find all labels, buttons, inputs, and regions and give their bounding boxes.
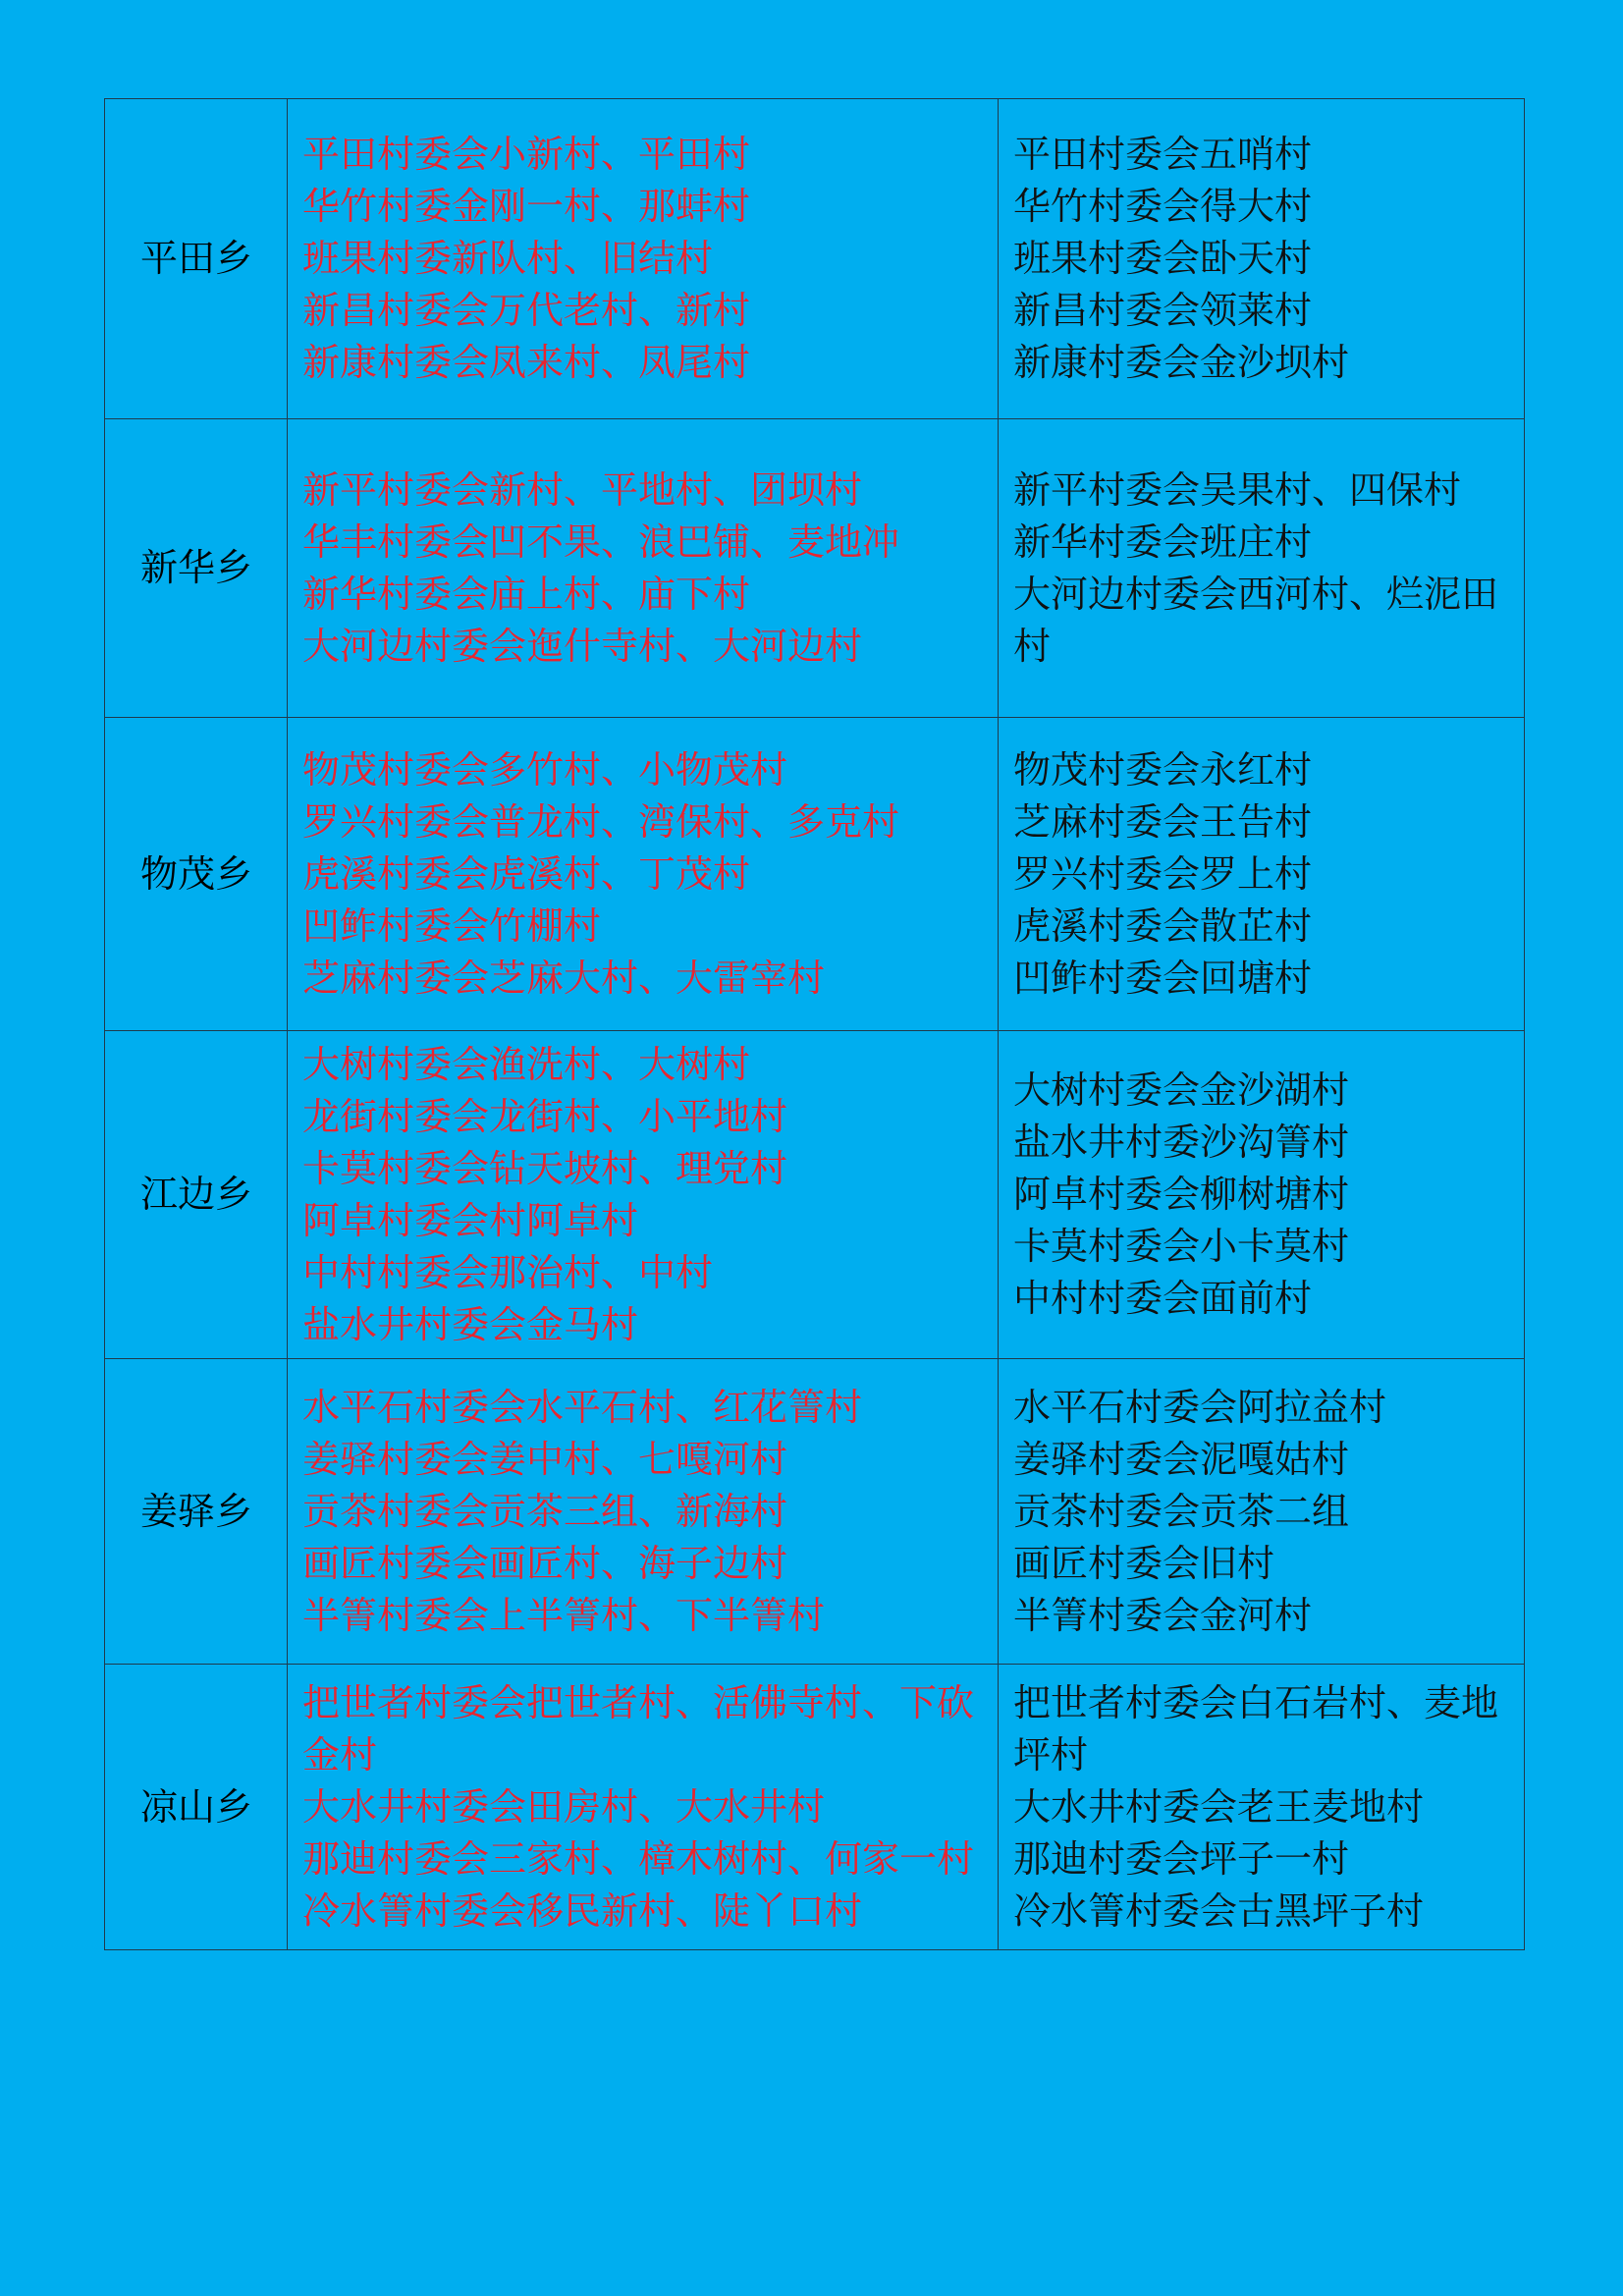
red-villages-cell <box>288 1031 999 1359</box>
red-village-line: 大水井村委会田房村、大水井村 <box>302 1784 826 1829</box>
red-village-line: 那迪村委会三家村、樟木树村、何家一村 <box>302 1836 975 1881</box>
table-row <box>105 1359 1525 1665</box>
red-village-line: 冷水箐村委会移民新村、陡丫口村 <box>302 1888 863 1933</box>
red-village-line: 半箐村委会上半箐村、下半箐村 <box>302 1593 826 1637</box>
town-name: 江边乡 <box>140 1173 253 1216</box>
black-village-line: 盐水井村委沙沟箐村 <box>1013 1121 1350 1164</box>
black-village-line: 新平村委会吴果村、四保村 <box>1013 467 1462 512</box>
black-villages-cell <box>999 419 1525 718</box>
table-row <box>105 1031 1525 1359</box>
red-village-line: 新华村委会庙上村、庙下村 <box>302 572 751 616</box>
black-village-line: 班果村委会卧天村 <box>1013 237 1313 280</box>
red-village-line: 盐水井村委会金马村 <box>302 1302 639 1346</box>
black-village-line: 水平石村委会阿拉益村 <box>1013 1385 1387 1429</box>
red-village-line: 新康村委会凤来村、凤尾村 <box>302 341 751 384</box>
black-village-line: 中村村委会面前村 <box>1013 1277 1313 1320</box>
red-village-line: 平田村委会小新村、平田村 <box>302 133 751 176</box>
table-body <box>105 99 1525 1950</box>
black-village-line: 平田村委会五哨村 <box>1013 133 1313 176</box>
red-village-line: 新平村委会新村、平地村、团坝村 <box>302 467 863 512</box>
black-village-line: 物茂村委会永红村 <box>1013 747 1313 792</box>
black-village-line: 虎溪村委会散芷村 <box>1013 903 1313 948</box>
black-village-line: 新康村委会金沙坝村 <box>1013 341 1350 384</box>
black-village-line: 凹鲊村委会回塘村 <box>1013 956 1313 1000</box>
red-village-line: 贡茶村委会贡茶三组、新海村 <box>302 1489 788 1533</box>
red-village-line: 把世者村委会把世者村、活佛寺村、下砍金村 <box>302 1680 975 1777</box>
town-name: 姜驿乡 <box>140 1489 253 1533</box>
table-row <box>105 718 1525 1031</box>
table-row <box>105 419 1525 718</box>
red-village-line: 虎溪村委会虎溪村、丁茂村 <box>302 851 751 896</box>
red-village-line: 画匠村委会画匠村、海子边村 <box>302 1541 788 1585</box>
table-row <box>105 99 1525 419</box>
black-village-line: 半箐村委会金河村 <box>1013 1593 1313 1637</box>
town-name: 凉山乡 <box>140 1784 253 1829</box>
black-villages-cell <box>999 718 1525 1031</box>
black-village-line: 把世者村委会白石岩村、麦地坪村 <box>1013 1680 1499 1777</box>
red-village-line: 姜驿村委会姜中村、七嘎河村 <box>302 1437 788 1481</box>
red-village-line: 大树村委会渔洗村、大树村 <box>302 1042 751 1086</box>
black-village-line: 华竹村委会得大村 <box>1013 185 1313 228</box>
red-village-line: 芝麻村委会芝麻大村、大雷宰村 <box>302 956 826 1000</box>
red-villages-cell <box>288 718 999 1031</box>
town-name-cell <box>105 419 288 718</box>
red-village-line: 中村村委会那治村、中村 <box>302 1250 714 1294</box>
town-name-cell <box>105 1031 288 1359</box>
black-villages-cell <box>999 99 1525 419</box>
red-village-line: 大河边村委会迤什寺村、大河边村 <box>302 624 863 668</box>
town-name-cell <box>105 1359 288 1665</box>
red-villages-cell <box>288 419 999 718</box>
black-village-line: 冷水箐村委会古黑坪子村 <box>1013 1888 1425 1933</box>
black-village-line: 贡茶村委会贡茶二组 <box>1013 1489 1350 1533</box>
red-village-line: 卡莫村委会钻天坡村、理党村 <box>302 1146 788 1190</box>
black-village-line: 大水井村委会老王麦地村 <box>1013 1784 1425 1829</box>
red-villages-cell <box>288 1665 999 1950</box>
red-villages-cell <box>288 99 999 419</box>
red-village-line: 水平石村委会水平石村、红花箐村 <box>302 1385 863 1429</box>
town-name: 物茂乡 <box>140 851 253 896</box>
red-village-line: 班果村委新队村、旧结村 <box>302 237 714 280</box>
red-village-line: 物茂村委会多竹村、小物茂村 <box>302 747 788 792</box>
black-villages-cell <box>999 1031 1525 1359</box>
black-village-line: 画匠村委会旧村 <box>1013 1541 1275 1585</box>
black-villages-cell <box>999 1359 1525 1665</box>
black-village-line: 罗兴村委会罗上村 <box>1013 851 1313 896</box>
black-village-line: 大树村委会金沙湖村 <box>1013 1068 1350 1112</box>
black-village-line: 芝麻村委会王告村 <box>1013 799 1313 844</box>
town-name-cell <box>105 1665 288 1950</box>
black-village-line: 姜驿村委会泥嘎姑村 <box>1013 1437 1350 1481</box>
black-village-line: 卡莫村委会小卡莫村 <box>1013 1225 1350 1268</box>
town-name-cell <box>105 718 288 1031</box>
town-name-cell <box>105 99 288 419</box>
village-table <box>104 98 1525 1950</box>
black-villages-cell <box>999 1665 1525 1950</box>
red-village-line: 龙街村委会龙街村、小平地村 <box>302 1094 788 1138</box>
black-village-line: 大河边村委会西河村、烂泥田村 <box>1013 572 1499 668</box>
town-name: 新华乡 <box>140 546 253 589</box>
black-village-line: 那迪村委会坪子一村 <box>1013 1836 1350 1881</box>
town-name: 平田乡 <box>140 237 253 280</box>
black-village-line: 新华村委会班庄村 <box>1013 519 1313 564</box>
red-villages-cell <box>288 1359 999 1665</box>
black-village-line: 阿卓村委会柳树塘村 <box>1013 1173 1350 1216</box>
red-village-line: 凹鲊村委会竹棚村 <box>302 903 602 948</box>
red-village-line: 阿卓村委会村阿卓村 <box>302 1198 639 1242</box>
red-village-line: 新昌村委会万代老村、新村 <box>302 289 751 332</box>
red-village-line: 华丰村委会凹不果、浪巴铺、麦地冲 <box>302 519 900 564</box>
black-village-line: 新昌村委会领莱村 <box>1013 289 1313 332</box>
red-village-line: 华竹村委金刚一村、那蚌村 <box>302 185 751 228</box>
table-row <box>105 1665 1525 1950</box>
red-village-line: 罗兴村委会普龙村、湾保村、多克村 <box>302 799 900 844</box>
